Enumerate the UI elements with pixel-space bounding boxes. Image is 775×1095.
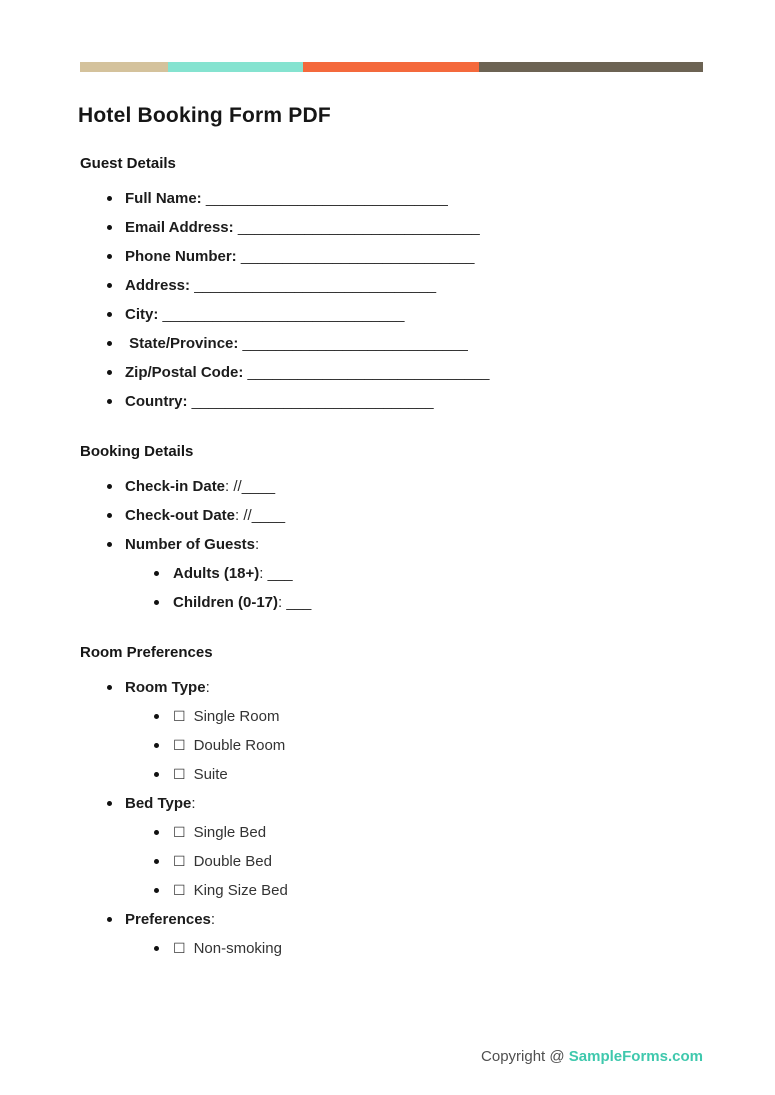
- bullet-icon: [107, 513, 112, 518]
- checkbox-icon: ☐: [173, 824, 186, 841]
- blank-line: : ___: [259, 565, 293, 583]
- checkbox-icon: ☐: [173, 853, 186, 870]
- field-list: [80, 673, 703, 963]
- checkbox-option-single-bed: [125, 818, 703, 847]
- checkbox-icon: ☐: [173, 708, 186, 725]
- blank-line: : //____: [225, 478, 276, 496]
- blank-line: _____________________________: [233, 219, 480, 237]
- sub-list: [125, 702, 703, 789]
- field-group-room-type: [80, 673, 703, 789]
- sections: [80, 154, 703, 963]
- blank-line: _____________________________: [243, 364, 490, 382]
- form-field-adults-18: [125, 559, 703, 588]
- field-group-preferences: [80, 905, 703, 963]
- top-bar: [80, 62, 703, 72]
- form-field-check-out-date: [80, 501, 703, 530]
- bullet-icon: [154, 830, 159, 835]
- field-label: Check-out Date: [125, 507, 236, 525]
- form-field-country: [80, 387, 703, 416]
- form-field-children-0-17: [125, 588, 703, 617]
- checkbox-option-king-size-bed: [125, 876, 703, 905]
- blank-line: :: [255, 536, 260, 554]
- form-field-email-address: [80, 213, 703, 242]
- checkbox-option-single-room: [125, 702, 703, 731]
- bullet-icon: [107, 341, 112, 346]
- bullet-icon: [154, 946, 159, 951]
- checkbox-option-double-room: [125, 731, 703, 760]
- blank-line: : //____: [235, 507, 286, 525]
- form-field-state-province: [80, 329, 703, 358]
- form-field-full-name: [80, 184, 703, 213]
- bullet-icon: [154, 600, 159, 605]
- section-booking-details: [80, 442, 703, 617]
- blank-line: _____________________________: [187, 393, 434, 411]
- field-label: Country:: [125, 393, 188, 411]
- option-label: Single Room: [193, 708, 280, 726]
- form-field-zip-postal-code: [80, 358, 703, 387]
- option-label: Suite: [193, 766, 228, 784]
- blank-line: :: [210, 911, 216, 929]
- bullet-icon: [107, 370, 112, 375]
- sub-list: [125, 818, 703, 905]
- blank-line: _____________________________: [201, 190, 448, 208]
- bullet-icon: [154, 571, 159, 576]
- option-label: King Size Bed: [193, 882, 288, 900]
- bullet-icon: [107, 254, 112, 259]
- bullet-icon: [107, 484, 112, 489]
- field-label: Address:: [125, 277, 191, 295]
- bullet-icon: [107, 312, 112, 317]
- bullet-icon: [154, 743, 159, 748]
- checkbox-icon: ☐: [173, 940, 186, 957]
- blank-line: ____________________________: [236, 248, 475, 266]
- checkbox-option-suite: [125, 760, 703, 789]
- field-label: State/Province:: [125, 335, 239, 353]
- field-label: Number of Guests: [125, 536, 256, 554]
- section-guest-details: [80, 154, 703, 416]
- bullet-icon: [107, 685, 112, 690]
- bar-segment-orange: [303, 62, 480, 72]
- checkbox-icon: ☐: [173, 766, 186, 783]
- field-label: Children (0-17): [173, 594, 279, 612]
- brand-link[interactable]: SampleForms.com: [568, 1048, 703, 1065]
- field-list: [80, 472, 703, 617]
- section-heading: Booking Details: [80, 443, 194, 461]
- sub-list: [125, 934, 703, 963]
- bullet-icon: [154, 714, 159, 719]
- blank-line: : ___: [278, 594, 312, 612]
- footer: [481, 1047, 703, 1067]
- bullet-icon: [154, 859, 159, 864]
- bullet-icon: [154, 888, 159, 893]
- field-label: Zip/Postal Code:: [125, 364, 244, 382]
- form-field-check-in-date: [80, 472, 703, 501]
- document-page: [0, 62, 775, 963]
- field-label: Bed Type: [125, 795, 192, 813]
- blank-line: _____________________________: [158, 306, 405, 324]
- sub-list: [125, 559, 703, 617]
- bullet-icon: [107, 399, 112, 404]
- bullet-icon: [154, 772, 159, 777]
- option-label: Single Bed: [193, 824, 267, 842]
- field-label: Adults (18+): [173, 565, 260, 583]
- checkbox-icon: ☐: [173, 882, 186, 899]
- option-label: Double Bed: [193, 853, 272, 871]
- option-label: Non-smoking: [193, 940, 282, 958]
- field-list: [80, 184, 703, 416]
- field-label: Full Name:: [125, 190, 202, 208]
- field-label: Email Address:: [125, 219, 234, 237]
- checkbox-icon: ☐: [173, 737, 186, 754]
- checkbox-option-non-smoking: [125, 934, 703, 963]
- page-title: Hotel Booking Form PDF: [78, 104, 331, 127]
- form-field-city: [80, 300, 703, 329]
- form-field-phone-number: [80, 242, 703, 271]
- blank-line: :: [191, 795, 196, 813]
- field-label: Phone Number:: [125, 248, 237, 266]
- bar-segment-tan: [80, 62, 168, 72]
- form-field-address: [80, 271, 703, 300]
- blank-line: :: [205, 679, 210, 697]
- field-label: Check-in Date: [125, 478, 226, 496]
- bullet-icon: [107, 283, 112, 288]
- field-label: Room Type: [125, 679, 206, 697]
- bullet-icon: [107, 196, 112, 201]
- section-heading: Guest Details: [80, 155, 176, 173]
- bar-segment-taupe: [479, 62, 703, 72]
- section-heading: Room Preferences: [80, 644, 213, 662]
- section-room-preferences: [80, 643, 703, 963]
- bullet-icon: [107, 801, 112, 806]
- bullet-icon: [107, 542, 112, 547]
- bullet-icon: [107, 917, 112, 922]
- bar-segment-teal: [168, 62, 303, 72]
- blank-line: ___________________________: [238, 335, 468, 353]
- blank-line: _____________________________: [190, 277, 437, 295]
- checkbox-option-double-bed: [125, 847, 703, 876]
- field-label: City:: [125, 306, 159, 324]
- copyright-text: Copyright @: [481, 1048, 569, 1065]
- field-group-bed-type: [80, 789, 703, 905]
- bullet-icon: [107, 225, 112, 230]
- field-group-number-of-guests: [80, 530, 703, 617]
- option-label: Double Room: [193, 737, 286, 755]
- field-label: Preferences: [125, 911, 211, 929]
